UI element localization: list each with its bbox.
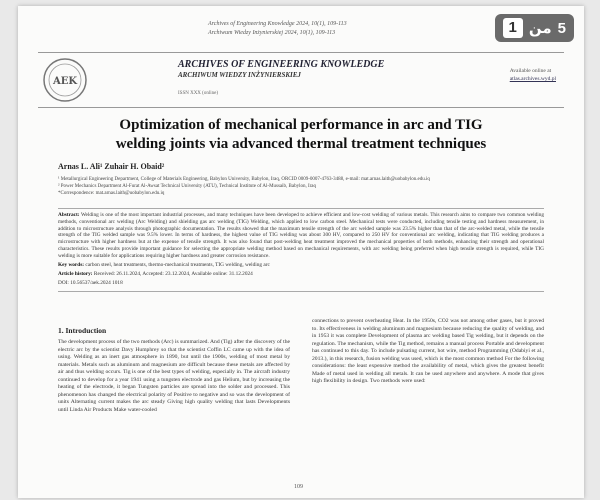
abstract-label: Abstract:: [58, 212, 80, 218]
journal-title: ARCHIVES OF ENGINEERING KNOWLEDGE: [178, 59, 385, 70]
page-number: 109: [294, 484, 303, 490]
column-right: [312, 318, 544, 386]
page-total: 5: [557, 19, 566, 37]
paper-title-line1: Optimization of mechanical performance in arc and TIG: [119, 117, 483, 133]
paper-title-line2: welding joints via advanced thermal treatment techniques: [115, 136, 487, 152]
affiliations: [58, 176, 544, 197]
intro-text-left: The development process of the two methods (Arc) is summarized. And (Tig) after the discovery of the electric arc by the scientist Davy Humphrey so that the scientist Coffin LC came up with the idea of using. Welding as an inert gas atmosphere in 1890, but until the 1900s, welding of most metal by materials. Metals such as aluminum and magnesium are difficult because these metals are affected by air and thus welding occurs. Tig is one of the best types of welding, especially in. The aircraft industry continued to develop for a year 1941 using a tungsten electrode and gas Helium, but by increasing the heating of the electrode, it began Tungsten particles are spread into the solder and processed. This phenomenon has changed the electrical polarity of Positive to negative and so was the development of units Alternating current makes the arc steady Giving high quality welding that lasts Developments until Linda Air Products Make water-cooled: [58, 339, 290, 413]
history-label: Article history:: [58, 270, 93, 277]
affiliation-2: ² Power Mechanics Department Al-Furat Al-Awsat Technical University (ATU), Technical Institute of Al-Mussaib, Babylon, Iraq: [58, 184, 317, 189]
doi-line: DOI: 10.56537/aek.2024 1018: [58, 279, 123, 286]
page-of-label: من: [528, 20, 552, 37]
history-line: [58, 271, 544, 278]
intro-text-right: connections to prevent overheating Heat. In the 1950s, CO2 was not among other gases, but it proved to. Its effectiveness in welding aluminum and magnesium because reducing the quality of welding, and in 1953 it was complete Development of plasma arc welding based Tig welding, but it depends on the regulation. The mechanism, while the Tig method, remains a manual process Portable and development has continued to this day. To include pulsating current, hot wire, method Programming (Odabiyi et al., 2013.), in this research, fusion welding was used, which is the most common method For the following considerations: the least expensive method the availability of metal, which gives the greatest benefit Made of metal used in welding all metals. It can be used anywhere and anywhere. A mode that gives high flexibility in design. Two methods were used:: [312, 318, 544, 384]
page-current: 1: [503, 18, 523, 38]
paper-authors: Arnas L. Ali¹ Zuhair H. Obaid²: [58, 162, 165, 171]
abstract-box: [58, 208, 544, 292]
running-head: [208, 20, 508, 38]
keywords-text: carbon steel, heat treatments, thermo-mechanical treatments, TIG welding, welding arc: [85, 261, 270, 268]
journal-subtitle: ARCHIWUM WIEDZY INŻYNIERSKIEJ: [178, 71, 301, 79]
document-page: [18, 6, 584, 498]
column-left: [58, 326, 290, 414]
abstract-text: Welding is one of the most important industrial processes, and many techniques have been developed to achieve efficient and low-cost welding of various metals. This research aims to compare two common welding methods, conventional arc welding (Arc Welding) and shielding gas arc welding (TIG) Welding, which applied to low carbon steel. Mechanical tests were conducted, including tensile testing and hardness measurement, in addition to microstructure analysis through photographic documentation. The results showed that the maximum tensile strength of the arc welded sample was 23.5% higher than that of the arc-welded metal, while the tensile strength of the TIG welded sample was 9.5% lower. In terms of hardness, the highest value of TIG welding was about 300 HV, compared to 250 HV for conventional arc welding, indicating that TIG welding produces a microstructure with higher hardness but at the expense of tensile strength. It was also found that post-welding heat treatment improved the mechanical properties of both methods, enhancing their strength and operational characteristics. These results provide important guidance for selecting the appropriate welding method based on mechanical requirements, with arc welding being preferred when high tensile strength is required, while TIG welding is more suitable for applications requiring higher hardness and greater corrosion resistance.: [58, 212, 544, 259]
available-label: Available online at: [509, 68, 552, 74]
abstract: [58, 212, 544, 260]
history-text: Received: 26.11.2024, Accepted: 23.12.2024, Available online: 31.12.2024: [93, 270, 253, 277]
journal-header: [38, 52, 564, 108]
logo-text: AEK: [52, 76, 78, 87]
journal-issn: ISSN XXX (online): [178, 91, 218, 96]
journal-url-link[interactable]: atlas.archives.wyd.pl: [509, 76, 556, 82]
correspondence: *Correspondence: mat.arnas.laith@uobabylon.edu.iq: [58, 191, 165, 196]
page-indicator[interactable]: [495, 14, 574, 42]
section-title-introduction: 1. Introduction: [58, 326, 107, 335]
running-head-line1: Archives of Engineering Knowledge 2024, 10(1), 109-113: [208, 21, 347, 27]
keywords-line: [58, 262, 544, 269]
availability-note: [510, 67, 556, 83]
keywords-label: Key words:: [58, 261, 85, 268]
running-head-line2: Archiwum Wiedzy Inżynierskiej 2024, 10(1), 109-113: [208, 30, 336, 36]
affiliation-1: ¹ Metallurgical Engineering Department, College of Materials Engineering, Babylon University, Babylon, Iraq, ORCID 0009-0007-4763-3488, e-mail: mat.arnas.laith@uobabylon.edu.iq: [58, 177, 430, 182]
journal-logo: [42, 57, 88, 103]
paper-title: [58, 116, 544, 154]
